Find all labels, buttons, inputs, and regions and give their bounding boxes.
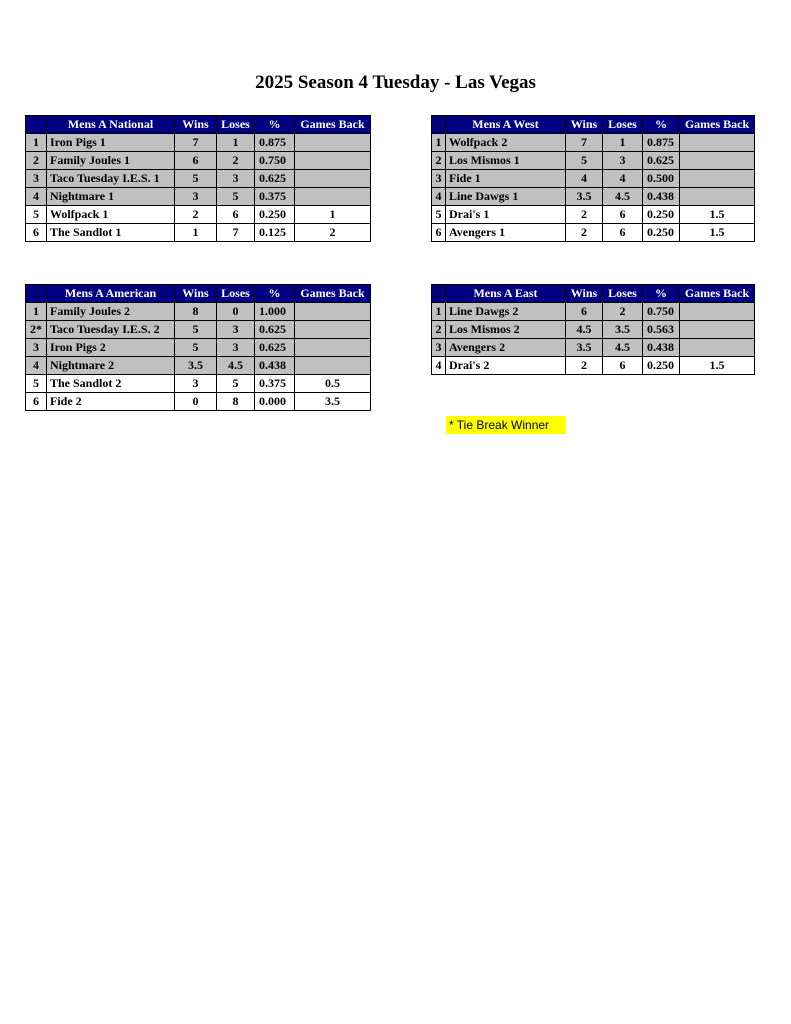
pct-cell: 0.375	[255, 188, 295, 206]
rank-cell: 3	[432, 170, 446, 188]
table-row	[26, 188, 371, 206]
rank-cell: 3	[26, 170, 47, 188]
pct-cell: 1.000	[255, 303, 295, 321]
rank-cell: 5	[432, 206, 446, 224]
standings-table-mens-a-west	[431, 115, 755, 242]
table-row	[26, 206, 371, 224]
loses-cell: 5	[217, 375, 255, 393]
team-name-cell: Line Dawgs 1	[446, 188, 566, 206]
loses-cell: 6	[217, 206, 255, 224]
table-row	[26, 303, 371, 321]
loses-header: Loses	[603, 116, 643, 134]
pct-cell: 0.625	[255, 321, 295, 339]
games-back-cell	[295, 152, 371, 170]
pct-cell: 0.563	[643, 321, 680, 339]
pct-header: %	[255, 285, 295, 303]
loses-header: Loses	[217, 285, 255, 303]
games-back-cell	[680, 152, 755, 170]
wins-cell: 5	[566, 152, 603, 170]
loses-cell: 3	[217, 321, 255, 339]
wins-header: Wins	[566, 116, 603, 134]
wins-cell: 0	[175, 393, 217, 411]
loses-cell: 6	[603, 224, 643, 242]
loses-cell: 4.5	[603, 188, 643, 206]
standings-table-mens-a-national	[25, 115, 371, 242]
table-row	[26, 170, 371, 188]
pct-cell: 0.250	[643, 357, 680, 375]
rank-cell: 2	[26, 152, 47, 170]
rank-cell: 2	[432, 152, 446, 170]
team-name-cell: Iron Pigs 2	[47, 339, 175, 357]
games-back-header: Games Back	[680, 285, 755, 303]
loses-cell: 0	[217, 303, 255, 321]
team-name-cell: Nightmare 1	[47, 188, 175, 206]
rank-header	[26, 116, 47, 134]
division-name: Mens A American	[47, 285, 175, 303]
table-row	[432, 206, 755, 224]
wins-cell: 3.5	[175, 357, 217, 375]
games-back-header: Games Back	[295, 285, 371, 303]
wins-cell: 5	[175, 170, 217, 188]
wins-cell: 2	[175, 206, 217, 224]
team-name-cell: Iron Pigs 1	[47, 134, 175, 152]
wins-cell: 2	[566, 357, 603, 375]
wins-cell: 4	[566, 170, 603, 188]
pct-cell: 0.750	[255, 152, 295, 170]
table-row	[26, 224, 371, 242]
rank-cell: 1	[432, 134, 446, 152]
loses-header: Loses	[217, 116, 255, 134]
division-name: Mens A National	[47, 116, 175, 134]
games-back-cell	[295, 134, 371, 152]
table-row	[432, 321, 755, 339]
loses-cell: 3	[217, 339, 255, 357]
pct-cell: 0.125	[255, 224, 295, 242]
header-row	[432, 116, 755, 134]
games-back-cell	[295, 188, 371, 206]
games-back-cell	[295, 170, 371, 188]
wins-cell: 5	[175, 321, 217, 339]
rank-cell: 4	[432, 188, 446, 206]
standings-table-mens-a-east	[431, 284, 755, 375]
loses-cell: 7	[217, 224, 255, 242]
games-back-cell	[295, 357, 371, 375]
pct-cell: 0.625	[643, 152, 680, 170]
wins-cell: 6	[175, 152, 217, 170]
pct-header: %	[643, 285, 680, 303]
table-row	[26, 152, 371, 170]
loses-cell: 2	[217, 152, 255, 170]
team-name-cell: Fide 2	[47, 393, 175, 411]
team-name-cell: Fide 1	[446, 170, 566, 188]
rank-header	[432, 116, 446, 134]
table-row	[432, 170, 755, 188]
rank-cell: 1	[26, 303, 47, 321]
rank-cell: 6	[432, 224, 446, 242]
table-row	[432, 357, 755, 375]
wins-header: Wins	[566, 285, 603, 303]
division-name: Mens A West	[446, 116, 566, 134]
wins-cell: 7	[175, 134, 217, 152]
games-back-cell: 0.5	[295, 375, 371, 393]
table-row	[432, 134, 755, 152]
pct-cell: 0.875	[255, 134, 295, 152]
games-back-cell: 1.5	[680, 224, 755, 242]
loses-cell: 5	[217, 188, 255, 206]
loses-cell: 1	[603, 134, 643, 152]
pct-cell: 0.250	[643, 206, 680, 224]
games-back-cell	[680, 321, 755, 339]
loses-cell: 6	[603, 206, 643, 224]
team-name-cell: Taco Tuesday I.E.S. 2	[47, 321, 175, 339]
wins-cell: 6	[566, 303, 603, 321]
pct-cell: 0.375	[255, 375, 295, 393]
games-back-cell: 2	[295, 224, 371, 242]
table-row	[432, 339, 755, 357]
pct-cell: 0.750	[643, 303, 680, 321]
games-back-cell	[680, 170, 755, 188]
loses-cell: 3	[603, 152, 643, 170]
games-back-cell	[295, 339, 371, 357]
rank-cell: 1	[26, 134, 47, 152]
table-row	[26, 339, 371, 357]
wins-cell: 3	[175, 375, 217, 393]
rank-cell: 2*	[26, 321, 47, 339]
pct-header: %	[643, 116, 680, 134]
games-back-header: Games Back	[680, 116, 755, 134]
games-back-cell: 3.5	[295, 393, 371, 411]
pct-header: %	[255, 116, 295, 134]
header-row	[26, 116, 371, 134]
games-back-cell	[680, 303, 755, 321]
division-name: Mens A East	[446, 285, 566, 303]
rank-cell: 1	[432, 303, 446, 321]
standings-table-mens-a-american	[25, 284, 371, 411]
team-name-cell: Nightmare 2	[47, 357, 175, 375]
wins-cell: 3	[175, 188, 217, 206]
header-row	[432, 285, 755, 303]
loses-cell: 4.5	[603, 339, 643, 357]
team-name-cell: Taco Tuesday I.E.S. 1	[47, 170, 175, 188]
rank-cell: 3	[26, 339, 47, 357]
wins-cell: 5	[175, 339, 217, 357]
games-back-cell	[295, 321, 371, 339]
team-name-cell: Drai's 1	[446, 206, 566, 224]
games-back-cell: 1	[295, 206, 371, 224]
team-name-cell: Wolfpack 2	[446, 134, 566, 152]
wins-header: Wins	[175, 285, 217, 303]
wins-cell: 7	[566, 134, 603, 152]
team-name-cell: Avengers 1	[446, 224, 566, 242]
wins-cell: 3.5	[566, 188, 603, 206]
table-row	[432, 224, 755, 242]
pct-cell: 0.250	[643, 224, 680, 242]
loses-cell: 3.5	[603, 321, 643, 339]
table-row	[26, 357, 371, 375]
wins-cell: 1	[175, 224, 217, 242]
loses-cell: 2	[603, 303, 643, 321]
pct-cell: 0.875	[643, 134, 680, 152]
wins-cell: 3.5	[566, 339, 603, 357]
games-back-cell: 1.5	[680, 357, 755, 375]
rank-cell: 4	[432, 357, 446, 375]
header-row	[26, 285, 371, 303]
rank-header	[432, 285, 446, 303]
team-name-cell: Line Dawgs 2	[446, 303, 566, 321]
pct-cell: 0.000	[255, 393, 295, 411]
rank-cell: 4	[26, 188, 47, 206]
loses-cell: 1	[217, 134, 255, 152]
pct-cell: 0.438	[643, 339, 680, 357]
rank-cell: 6	[26, 224, 47, 242]
table-row	[432, 303, 755, 321]
pct-cell: 0.438	[643, 188, 680, 206]
rank-cell: 6	[26, 393, 47, 411]
table-row	[26, 375, 371, 393]
games-back-cell	[295, 303, 371, 321]
pct-cell: 0.625	[255, 339, 295, 357]
games-back-cell	[680, 339, 755, 357]
table-row	[26, 393, 371, 411]
table-row	[26, 134, 371, 152]
rank-cell: 4	[26, 357, 47, 375]
tie-break-note: * Tie Break Winner	[446, 416, 566, 434]
team-name-cell: Los Mismos 2	[446, 321, 566, 339]
rank-cell: 5	[26, 375, 47, 393]
loses-cell: 6	[603, 357, 643, 375]
wins-cell: 8	[175, 303, 217, 321]
team-name-cell: Avengers 2	[446, 339, 566, 357]
team-name-cell: Wolfpack 1	[47, 206, 175, 224]
wins-cell: 2	[566, 206, 603, 224]
team-name-cell: Los Mismos 1	[446, 152, 566, 170]
team-name-cell: The Sandlot 1	[47, 224, 175, 242]
loses-header: Loses	[603, 285, 643, 303]
loses-cell: 4.5	[217, 357, 255, 375]
table-row	[432, 188, 755, 206]
page-title: 2025 Season 4 Tuesday - Las Vegas	[255, 72, 536, 93]
team-name-cell: Drai's 2	[446, 357, 566, 375]
rank-cell: 5	[26, 206, 47, 224]
games-back-header: Games Back	[295, 116, 371, 134]
loses-cell: 8	[217, 393, 255, 411]
table-row	[26, 321, 371, 339]
team-name-cell: The Sandlot 2	[47, 375, 175, 393]
team-name-cell: Family Joules 2	[47, 303, 175, 321]
games-back-cell: 1.5	[680, 206, 755, 224]
pct-cell: 0.500	[643, 170, 680, 188]
wins-cell: 2	[566, 224, 603, 242]
rank-header	[26, 285, 47, 303]
loses-cell: 3	[217, 170, 255, 188]
wins-header: Wins	[175, 116, 217, 134]
pct-cell: 0.438	[255, 357, 295, 375]
games-back-cell	[680, 134, 755, 152]
wins-cell: 4.5	[566, 321, 603, 339]
rank-cell: 3	[432, 339, 446, 357]
loses-cell: 4	[603, 170, 643, 188]
team-name-cell: Family Joules 1	[47, 152, 175, 170]
rank-cell: 2	[432, 321, 446, 339]
table-row	[432, 152, 755, 170]
pct-cell: 0.625	[255, 170, 295, 188]
games-back-cell	[680, 188, 755, 206]
pct-cell: 0.250	[255, 206, 295, 224]
